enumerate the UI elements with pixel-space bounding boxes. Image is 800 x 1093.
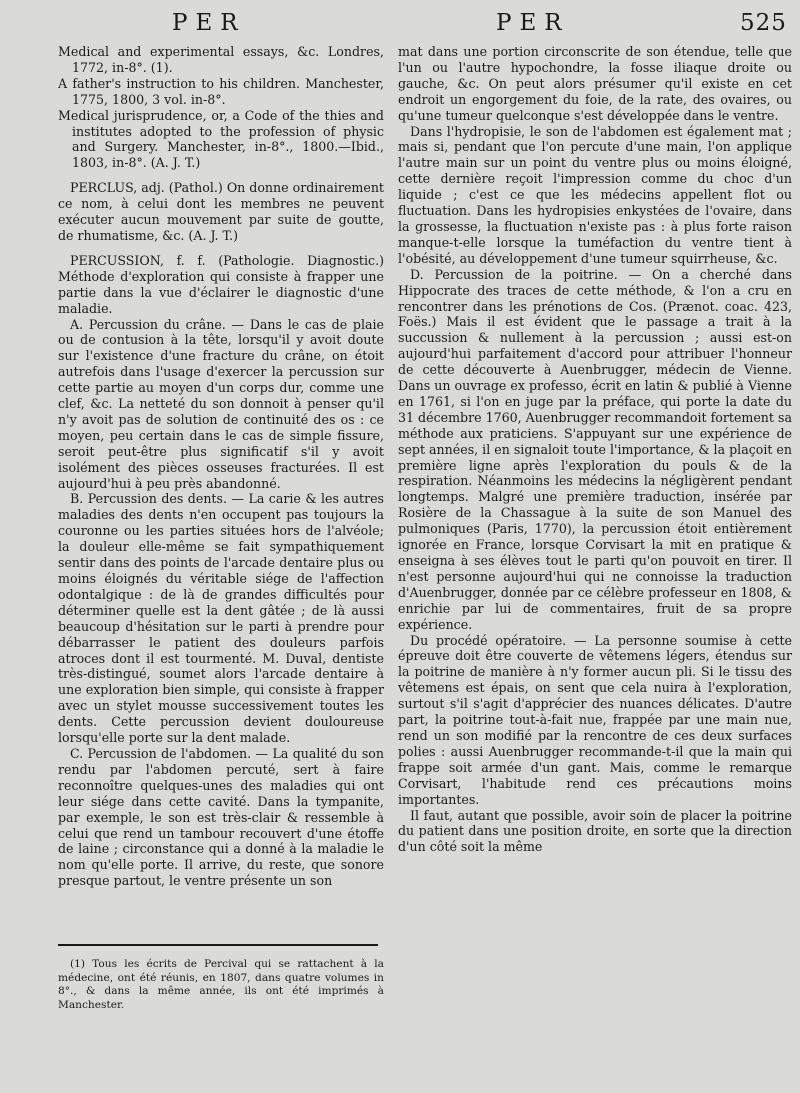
section-dents: B. Percussion des dents. — La carie & les autres maladies des dents n'en occupent pas toujours la couronne ou les parties situées hors de l'alvéole; la douleur elle-même se fait sympathiquement sentir dans des points de l'arcade dentaire plus ou moins éloignés du véritable siége de l'affection odontalgique : de là de grandes difficultés pour déterminer quelle est la dent gâtée ; de là aussi beaucoup d'hésitation sur le parti à prendre pour débarrasser le patient des douleurs parfois atroces dont il est tourmenté. M. Duval, dentiste très-distingué, soumet alors l'arcade dentaire à une exploration bien simple, qui consiste à frapper avec un stylet mousse successivement toutes les dents. Cette percussion devient douloureuse lorsqu'elle porte sur la dent malade. (58, 491, 384, 746)
paragraph-hydropisie: Dans l'hydropisie, le son de l'abdomen est également mat ; mais si, pendant que l'on percute d'une main, l'on applique l'autre main sur un point du ventre plus ou moins éloigné, cette dernière reçoit l'impression comme du choc d'un liquide ; c'est ce que les médecins appellent flot ou fluctuation. Dans les hydropisies enkystées de l'ovaire, dans la grossesse, la fluctuation n'existe pas : à plus forte raison manque-t-elle lorsque la tuméfaction du ventre tient à l'obésité, au développement d'une tumeur squirrheuse, &c. (398, 123, 792, 266)
footnote-text: (1) Tous les écrits de Percival qui se rattachent à la médecine, ont été réunis, en 1807, dans quatre volumes in 8°., & dans la même année, ils ont été imprimés à Manchester. (58, 958, 384, 1011)
bibliography-entry: Medical and experimental essays, &c. Londres, 1772, in-8°. (1). (58, 44, 384, 75)
section-abdomen: C. Percussion de l'abdomen. — La qualité du son rendu par l'abdomen percuté, sert à faire reconnoître quelques-unes des maladies qui ont leur siége dans cette cavité. Dans la tympanite, par exemple, le son est très-clair & ressemble à celui que rend un tambour recouvert d'une étoffe de laine ; circonstance qui a donné à la maladie le nom qu'elle porte. Il arrive, du reste, que sonore presque partout, le ventre présente un son (58, 745, 384, 889)
header-left: PER (172, 10, 246, 36)
section-crane: A. Percussion du crâne. — Dans le cas de plaie ou de contusion à la tête, lorsqu'il y avoit doute sur l'existence d'une fracture du crâne, on étoit autrefois dans l'usage d'exercer la percussion sur cette partie au moyen d'un corps dur, comme une clef, &c. La netteté du son donnoit à penser qu'il n'y avoit pas de solution de continuité des os : ce moyen, peu certain dans le cas de simple fissure, seroit peut-être plus significatif s'il y avoit isolément des pièces osseuses fracturées. Il est aujourd'hui à peu près abandonné. (58, 316, 384, 491)
paragraph-position: Il faut, autant que possible, avoir soin de placer la poitrine du patient dans une position droite, en sorte que la direction d'un côté soit la même (398, 807, 792, 855)
footnote (58, 958, 384, 1012)
entry-percussion: PERCUSSION, f. f. (Pathologie. Diagnostic.) Méthode d'exploration qui consiste à frapper une partie dans la vue d'éclairer le diagnostic d'une maladie. (58, 252, 384, 316)
footnote-rule (58, 944, 378, 946)
paragraph-continued: mat dans une portion circonscrite de son étendue, telle que l'un ou l'autre hypochondre, la fosse iliaque droite ou gauche, &c. On peut alors présumer qu'il existe en cet endroit un engorgement du foie, de la rate, des ovaires, ou qu'une tumeur quelconque s'est développée dans le ventre. (398, 44, 792, 123)
right-column (398, 44, 792, 1084)
bibliography-entry: Medical jurisprudence, or, a Code of the thies and institutes adopted to the profession of physic and Surgery. Manchester, in-8°., 1800.—Ibid., 1803, in-8°. (A. J. T.) (58, 107, 384, 171)
entry-perclus: PERCLUS, adj. (Pathol.) On donne ordinairement ce nom, à celui dont les membres ne peuvent exécuter aucun mouvement par suite de goutte, de rhumatisme, &c. (A. J. T.) (58, 180, 384, 243)
header-right: PER (496, 10, 570, 36)
left-column (58, 44, 384, 1084)
page-number: 525 (740, 10, 787, 36)
running-header (0, 10, 800, 40)
section-procede: Du procédé opératoire. — La personne soumise à cette épreuve doit être couverte de vêtemens légers, étendus sur la poitrine de manière à n'y former aucun pli. Si le tissu des vêtemens est épais, on sent que cela nuira à l'exploration, surtout s'il s'agit d'apprécier des nuances délicates. D'autre part, la poitrine tout-à-fait nue, frappée par une main nue, rend un son modifié par la rencontre de ces deux surfaces polies : aussi Auenbrugger recommande-t-il que la main qui frappe soit armée d'un gant. Mais, comme le remarque Corvisart, l'habitude rend ces précautions moins importantes. (398, 632, 792, 807)
section-poitrine: D. Percussion de la poitrine. — On a cherché dans Hippocrate des traces de cette méthode, & l'on a cru en rencontrer dans les prénotions de Cos. (Prænot. coac. 423, Foës.) Mais il est évident que le passage a trait à la succussion & nullement à la percussion ; aussi est-on aujourd'hui parfaitement d'accord pour attribuer l'honneur de cette découverte à Auenbrugger, médecin de Vienne. Dans un ouvrage ex professo, écrit en latin & publié à Vienne en 1761, si l'on en juge par la préface, qui porte la date du 31 décembre 1760, Auenbrugger recommandoit fortement sa méthode aux praticiens. S'appuyant sur une expérience de sept années, il en signaloit toute l'importance, & la plaçoit en première ligne après l'exploration du pouls & de la respiration. Néanmoins les médecins la négligèrent pendant longtemps. Malgré une première traduction, insérée par Rosière de la Chassague à la suite de son Manuel des pulmoniques (Paris, 1770), la percussion étoit entièrement ignorée en France, lorsque Corvisart la mit en pratique & enseigna à ses élèves tout le parti qu'on pouvoit en tirer. Il n'est personne aujourd'hui qui ne connoisse la traduction d'Auenbrugger, donnée par ce célèbre professeur en 1808, & enrichie par lui de commentaires, fruit de sa propre expérience. (398, 266, 792, 632)
bibliography-entry: A father's instruction to his children. Manchester, 1775, 1800, 3 vol. in-8°. (58, 75, 384, 107)
